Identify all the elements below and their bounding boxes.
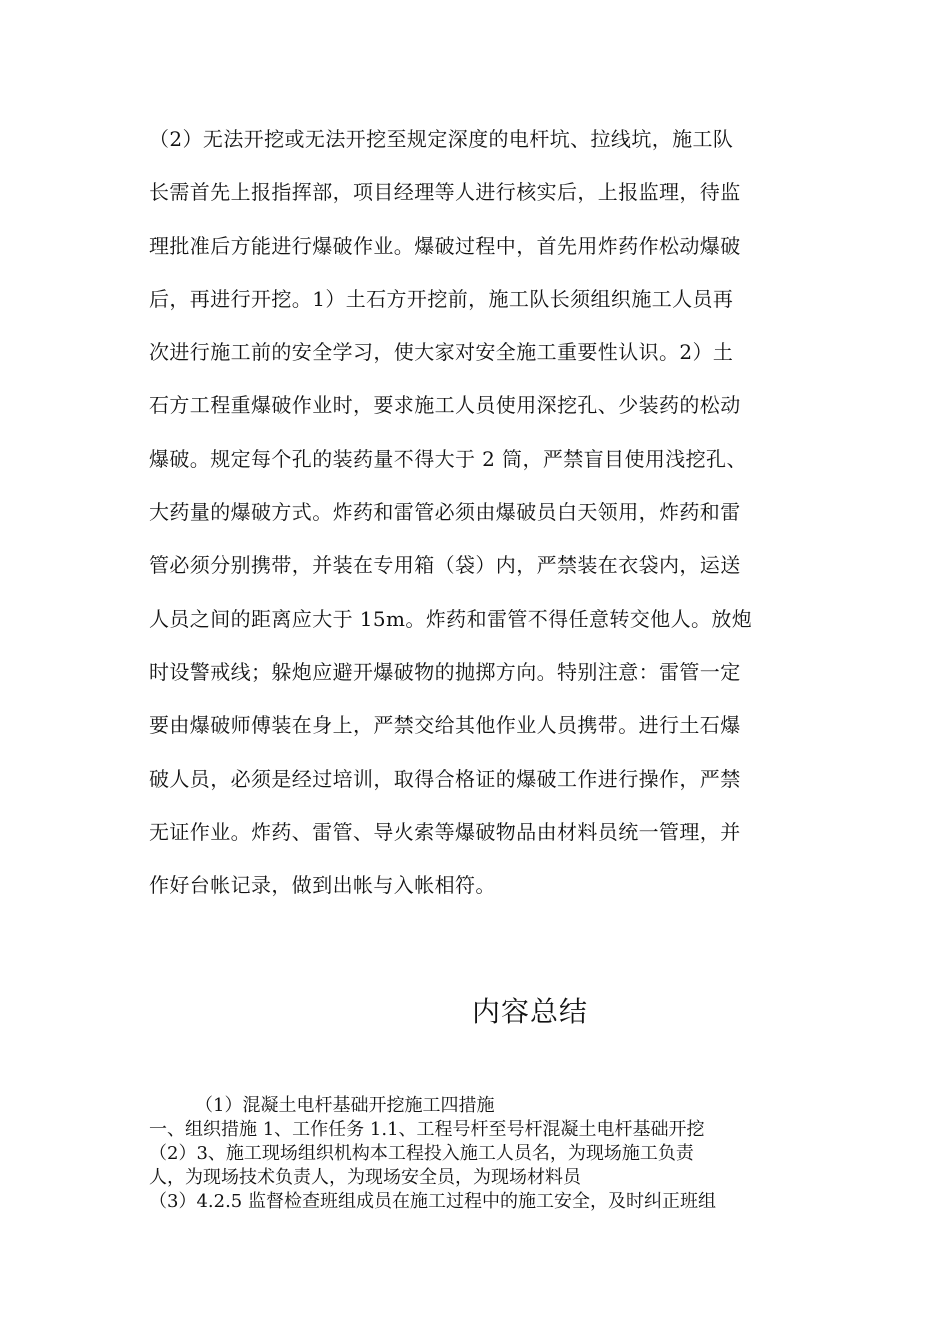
body-line: 管必须分别携带，并装在专用箱（袋）内，严禁装在衣袋内，运送: [149, 553, 741, 578]
body-line: 人员之间的距离应大于 15m。炸药和雷管不得任意转交他人。放炮: [149, 606, 753, 631]
body-line: 石方工程重爆破作业时，要求施工人员使用深挖孔、少装药的松动: [149, 393, 741, 418]
body-line: （2）无法开挖或无法开挖至规定深度的电杆坑、拉线坑，施工队: [149, 127, 734, 151]
body-line: 长需首先上报指挥部，项目经理等人进行核实后，上报监理，待监: [149, 180, 741, 205]
body-line: 后，再进行开挖。1）土石方开挖前，施工队长须组织施工人员再: [149, 286, 734, 311]
summary-line: 人，为现场技术负责人，为现场安全员，为现场材料员: [149, 1167, 581, 1188]
body-line: 理批准后方能进行爆破作业。爆破过程中，首先用炸药作松动爆破: [149, 233, 741, 258]
summary-line: （1）混凝土电杆基础开挖施工四措施: [195, 1095, 495, 1116]
body-line: 无证作业。炸药、雷管、导火索等爆破物品由材料员统一管理，并: [149, 819, 741, 844]
body-line: 破人员，必须是经过培训，取得合格证的爆破工作进行操作，严禁: [149, 766, 741, 791]
body-line: 要由爆破师傅装在身上，严禁交给其他作业人员携带。进行土石爆: [149, 713, 741, 738]
body-line: 时设警戒线；躲炮应避开爆破物的抛掷方向。特别注意：雷管一定: [149, 659, 741, 684]
body-line: 次进行施工前的安全学习，使大家对安全施工重要性认识。2）土: [149, 340, 734, 365]
summary-line: （3）4.2.5 监督检查班组成员在施工过程中的施工安全，及时纠正班组: [149, 1191, 716, 1212]
summary-list: [149, 1094, 809, 1214]
summary-title: 内容总结: [471, 995, 588, 1028]
body-line: 大药量的爆破方式。炸药和雷管必须由爆破员白天领用，炸药和雷: [149, 500, 741, 525]
body-line: 爆破。规定每个孔的装药量不得大于 2 筒，严禁盲目使用浅挖孔、: [149, 446, 747, 471]
body-paragraph: [149, 120, 799, 919]
summary-line: 一、组织措施 1、工作任务 1.1、工程号杆至号杆混凝土电杆基础开挖: [149, 1119, 705, 1140]
summary-line: （2）3、施工现场组织机构本工程投入施工人员名，为现场施工负责: [149, 1143, 694, 1164]
body-line: 作好台帐记录，做到出帐与入帐相符。: [149, 873, 496, 898]
